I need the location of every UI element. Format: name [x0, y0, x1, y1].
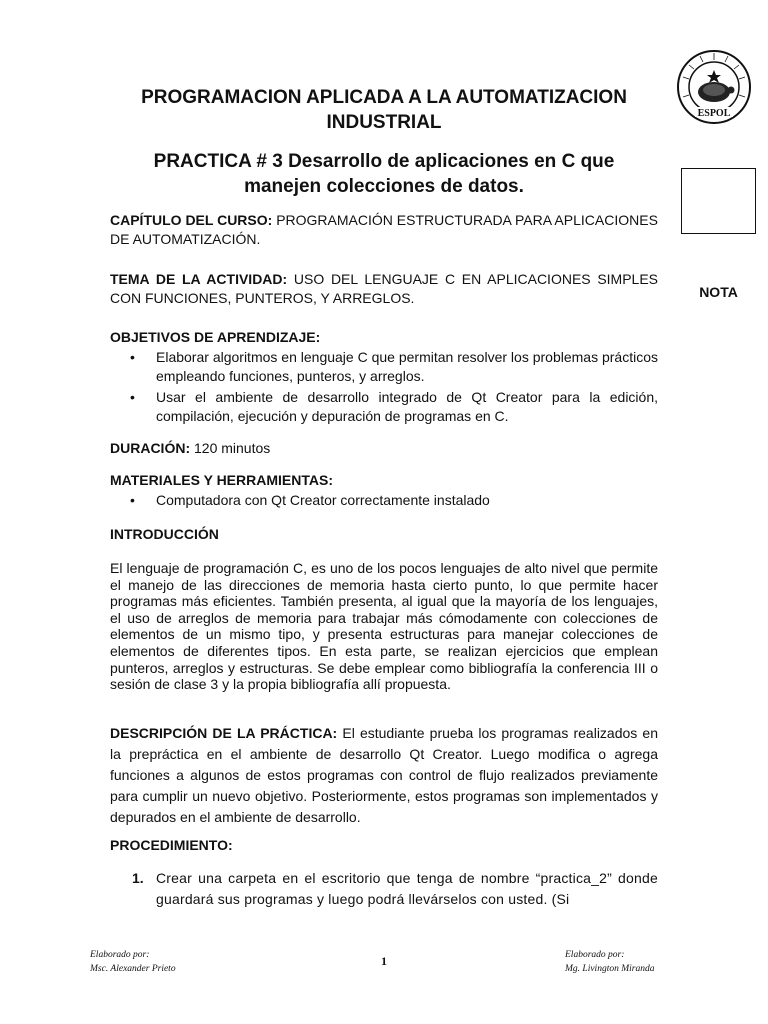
procedure-list — [110, 868, 658, 910]
description-label: DESCRIPCIÓN DE LA PRÁCTICA: — [110, 725, 338, 741]
description-value: El estudiante prueba los programas realizados en la prepráctica en el ambiente de desarrollo Qt Creator. Luego modifica o agrega funciones a algunos de estos programas con control de flujo realizados previamente para cumplir un nuevo objetivo. Posteriormente, estos programas son implementados y depurados en el ambiente de desarrollo. — [110, 725, 658, 825]
chapter-value: PROGRAMACIÓN ESTRUCTURADA PARA APLICACIONES DE AUTOMATIZACIÓN. — [110, 212, 658, 247]
seal-text: ESPOL — [697, 108, 731, 119]
grade-label: NOTA — [699, 284, 738, 300]
list-item: • Computadora con Qt Creator correctamente instalado — [110, 491, 658, 510]
topic-section — [110, 270, 658, 308]
materials-section — [110, 471, 658, 510]
list-item: • Usar el ambiente de desarrollo integrado de Qt Creator para la edición, compilación, ejecución y depuración de programas en C. — [110, 388, 658, 426]
duration-value: 120 minutos — [194, 440, 271, 456]
espol-seal-logo — [676, 44, 752, 130]
procedure-heading: PROCEDIMIENTO: — [110, 837, 233, 853]
seal-icon — [676, 44, 752, 130]
page-number: 1 — [381, 954, 387, 968]
list-item: • Elaborar algoritmos en lenguaje C que permitan resolver los problemas prácticos empleando funciones, punteros, y arreglos. — [110, 348, 658, 386]
materials-heading: MATERIALES Y HERRAMIENTAS: — [110, 472, 333, 488]
topic-label: TEMA DE LA ACTIVIDAD: — [110, 271, 288, 287]
introduction-body: El lenguaje de programación C, es uno de los pocos lenguajes de alto nivel que permite el manejo de las direcciones de memoria hasta cierto punto, lo que permite hacer programas más eficientes. También presenta, al igual que la mayoría de los lenguajes, el uso de arreglos de memoria para trabajar más cómodamente con colecciones de elementos de un mismo tipo, y presenta estructuras para manejar colecciones de elementos de diferentes tipos. En esta parte, se realizan ejercicios que emplean punteros, arreglos y estructuras. Se debe emplear como bibliografía la conferencia III o sesión de clase 3 y la propia bibliografía allí propuesta. — [110, 560, 658, 693]
duration-section — [110, 439, 658, 458]
step-number: 1. — [132, 870, 144, 886]
objectives-section — [110, 328, 658, 426]
duration-label: DURACIÓN: — [110, 440, 191, 456]
introduction-heading: INTRODUCCIÓN — [110, 526, 219, 542]
list-item — [110, 868, 658, 910]
step-text: Crear una carpeta en el escritorio que tenga de nombre “practica_2” donde guardará sus programas y luego podrá llevárselos con usted. (Si — [156, 870, 658, 907]
chapter-label: CAPÍTULO DEL CURSO: — [110, 212, 273, 228]
objectives-heading: OBJETIVOS DE APRENDIZAJE: — [110, 329, 321, 345]
grade-box[interactable] — [681, 168, 756, 234]
footer-right: Elaborado por: Mg. Livington Miranda — [565, 950, 655, 974]
topic-value: USO DEL LENGUAJE C EN APLICACIONES SIMPLES CON FUNCIONES, PUNTEROS, Y ARREGLOS. — [110, 271, 659, 306]
document-title: PROGRAMACION APLICADA A LA AUTOMATIZACION INDUSTRIAL — [141, 87, 627, 133]
practice-title: PRACTICA # 3 Desarrollo de aplicaciones en C que manejen colecciones de datos. — [153, 151, 615, 197]
description-section — [110, 723, 658, 828]
chapter-section — [110, 211, 658, 249]
footer-left: Elaborado por: Msc. Alexander Prieto — [90, 950, 176, 974]
